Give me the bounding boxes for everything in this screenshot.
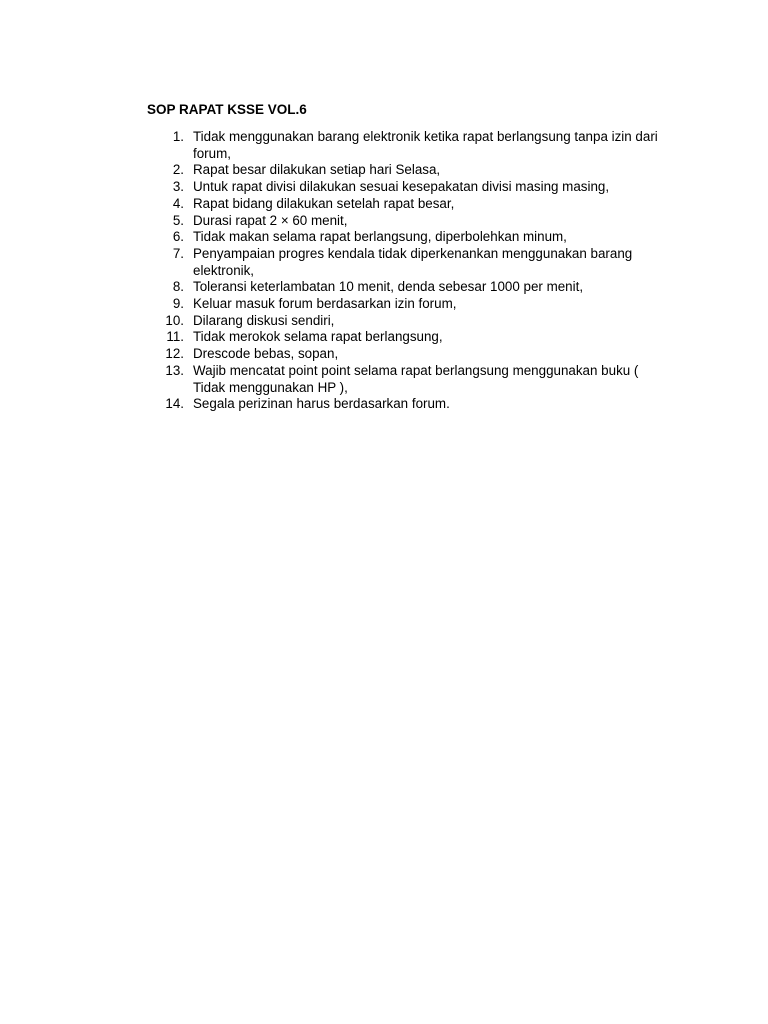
rule-number: 1. — [172, 129, 184, 144]
rule-item-7 — [147, 246, 663, 279]
rule-text: Tidak merokok selama rapat berlangsung, — [193, 329, 443, 345]
rule-number: 11. — [166, 329, 184, 345]
rule-number: 6. — [172, 229, 184, 245]
rule-text: Rapat besar dilakukan setiap hari Selasa, — [193, 162, 441, 178]
rule-text: Penyampaian progres kendala tidak diperkenankan menggunakan barang elektronik, — [193, 245, 633, 278]
rule-number: 10. — [165, 312, 184, 328]
rule-item-14 — [147, 396, 663, 413]
rule-number: 9. — [172, 296, 184, 312]
rule-number: 14. — [165, 396, 184, 412]
rule-number: 4. — [172, 195, 184, 211]
rule-text: Tidak menggunakan barang elektronik ketika rapat berlangsung tanpa izin dari forum, — [193, 129, 658, 161]
rule-item-8 — [147, 279, 663, 296]
rule-number: 3. — [172, 179, 184, 195]
rule-item-3 — [147, 179, 663, 196]
rule-item-1 — [147, 129, 663, 162]
rule-item-5 — [147, 213, 663, 230]
rule-number: 2. — [172, 162, 184, 178]
rule-item-2 — [147, 162, 663, 179]
rule-text: Durasi rapat 2 × 60 menit, — [193, 212, 348, 228]
rule-number: 7. — [172, 245, 184, 261]
rule-number: 13. — [165, 362, 184, 378]
rule-number: 8. — [172, 279, 184, 295]
rule-item-12 — [147, 346, 663, 363]
rule-item-9 — [147, 296, 663, 313]
rule-number: 5. — [172, 212, 184, 228]
document-title: SOP RAPAT KSSE VOL.6 — [147, 102, 307, 117]
rule-text: Tidak makan selama rapat berlangsung, diperbolehkan minum, — [193, 229, 567, 245]
rule-item-10 — [147, 313, 663, 330]
rule-item-6 — [147, 229, 663, 246]
rule-item-4 — [147, 196, 663, 213]
rule-text: Toleransi keterlambatan 10 menit, denda sebesar 1000 per menit, — [193, 279, 584, 295]
rule-text: Rapat bidang dilakukan setelah rapat besar, — [193, 195, 455, 211]
rule-item-13 — [147, 363, 663, 396]
rules-list — [147, 129, 663, 413]
rule-text: Segala perizinan harus berdasarkan forum. — [193, 396, 450, 412]
rule-number: 12. — [165, 346, 184, 362]
rule-text: Keluar masuk forum berdasarkan izin forum, — [193, 296, 457, 312]
rule-item-11 — [147, 329, 663, 346]
rule-text: Dilarang diskusi sendiri, — [193, 312, 335, 328]
rule-text: Drescode bebas, sopan, — [193, 346, 339, 362]
rule-text: Wajib mencatat point point selama rapat berlangsung menggunakan buku ( Tidak menggunakan HP ), — [193, 362, 639, 395]
rule-text: Untuk rapat divisi dilakukan sesuai kesepakatan divisi masing masing, — [193, 179, 610, 195]
